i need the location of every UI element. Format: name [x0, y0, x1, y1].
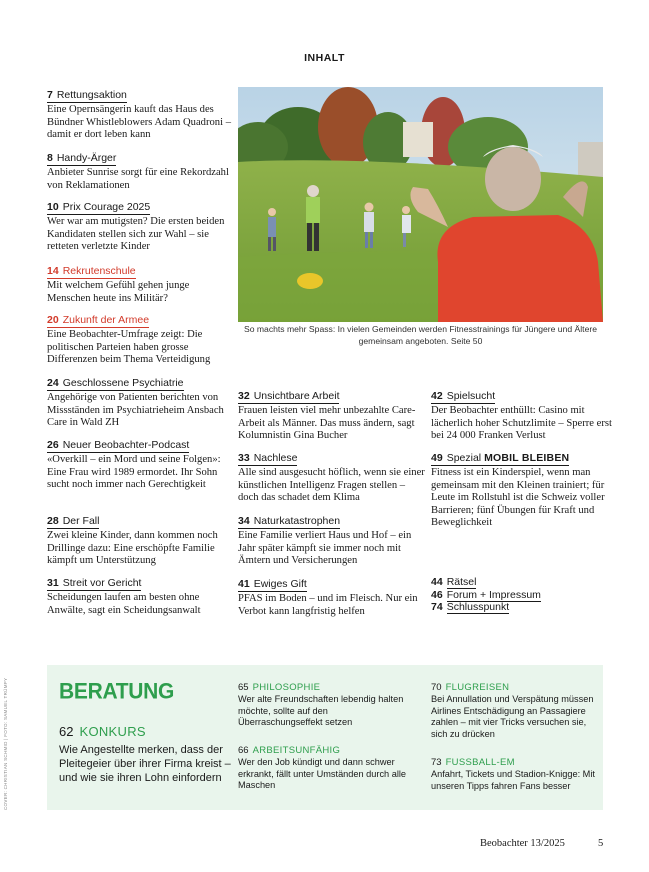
page-number: 24 — [47, 377, 59, 389]
beratung-item[interactable] — [238, 682, 408, 729]
page-number: 44 — [431, 576, 443, 588]
toc-entry[interactable] — [47, 197, 235, 254]
page-number: 70 — [431, 682, 442, 693]
entry-teaser: Eine Opernsängerin kauft das Haus des Bündner Whistleblowers Adam Quadroni – damit er dort leben kann — [47, 104, 231, 141]
toc-entry[interactable] — [47, 148, 235, 192]
page-number: 34 — [238, 515, 250, 527]
beratung-item-label: FLUGREISEN — [445, 682, 510, 693]
toc-entry[interactable] — [47, 373, 235, 430]
entry-title: Prix Courage 2025 — [62, 201, 151, 213]
page-number: 74 — [431, 601, 443, 614]
toc-entry-head — [431, 452, 569, 466]
toc-entry[interactable] — [238, 448, 426, 505]
entry-teaser: Angehörige von Patienten berichten von Missständen im Psychiatrieheim Ansbach Care in Wald ZH — [47, 392, 224, 429]
toc-entry-head — [431, 390, 495, 404]
page-number: 26 — [47, 439, 59, 451]
toc-entry[interactable] — [47, 573, 235, 617]
entry-teaser: Wer war am mutigsten? Die ersten beiden Kandidaten stellen sich zur Wahl – sie retteten verletzte Kinder — [47, 216, 225, 253]
entry-title: Ewiges Gift — [253, 578, 307, 590]
page-number: 32 — [238, 390, 250, 402]
toc-entry-head — [47, 439, 189, 453]
entry-title: Geschlossene Psychiatrie — [62, 377, 184, 389]
toc-entry[interactable] — [47, 261, 235, 305]
page-number: 8 — [47, 152, 53, 164]
page-number: 33 — [238, 452, 250, 464]
entry-teaser: «Overkill – ein Mord und seine Folgen»: Eine Frau wird 1989 ermordet. Ihr Sohn sucht noch immer nach Gerechtigkeit — [47, 454, 221, 491]
entry-teaser: Der Beobachter enthüllt: Casino mit lächerlich hoher Schutzlimite – Sperre erst bei 24 000 Franken Verlust — [431, 405, 612, 442]
beratung-item[interactable] — [238, 745, 408, 792]
entry-title: Neuer Beobachter-Podcast — [62, 439, 190, 451]
beratung-main-item[interactable] — [59, 723, 234, 785]
page-number: 42 — [431, 390, 443, 402]
beratung-item-teaser: Wer alte Freundschaften lebendig halten möchte, sollte auf den Überraschungseffekt setzen — [238, 694, 404, 727]
toc-entry[interactable] — [47, 310, 235, 367]
short-list-item[interactable] — [431, 601, 611, 614]
entry-title: Zukunft der Armee — [62, 314, 150, 326]
photo-credit: COVER: CHRISTIAN SCHMID | FOTO: SAMUEL TRÜMPY — [3, 677, 8, 810]
beratung-item-label: FUSSBALL-EM — [445, 757, 515, 768]
short-list-item[interactable] — [431, 589, 611, 602]
beratung-item-teaser: Anfahrt, Tickets und Stadion-Knigge: Mit unseren Tipps fahren Fans besser — [431, 769, 595, 791]
page-number-footer: 5 — [598, 838, 604, 849]
page-number: 66 — [238, 745, 249, 756]
entry-teaser: Scheidungen laufen am besten ohne Anwälte, sagt ein Scheidungsanwalt — [47, 592, 201, 616]
toc-entry-head — [47, 201, 150, 215]
page-title: INHALT — [304, 52, 345, 64]
entry-title: Naturkatastrophen — [253, 515, 341, 527]
toc-entry[interactable] — [47, 85, 235, 142]
toc-entry-head — [238, 515, 340, 529]
page-number: 14 — [47, 265, 59, 277]
page-number: 31 — [47, 577, 59, 589]
entry-title: Nachlese — [253, 452, 298, 464]
toc-entry[interactable] — [238, 574, 426, 618]
beratung-item[interactable] — [431, 682, 603, 740]
toc-entry[interactable] — [238, 511, 426, 568]
entry-teaser: Anbieter Sunrise sorgt für eine Rekordzahl von Reklamationen — [47, 167, 229, 191]
beratung-main-label: KONKURS — [79, 724, 146, 739]
beratung-item-teaser: Bei Annullation und Verspätung müssen Airlines Entschädigung an Passagiere zahlen – mit vier Tricks versuchen sie, sich zu drücken — [431, 694, 594, 739]
toc-entry-head — [238, 452, 297, 466]
toc-entry-head — [47, 265, 136, 279]
entry-teaser: Eine Familie verliert Haus und Hof – ein Jahr später kämpft sie immer noch mit Ämtern und Versicherungen — [238, 530, 412, 567]
short-list — [431, 576, 611, 614]
page-number: 46 — [431, 588, 443, 601]
page-number: 49 — [431, 452, 443, 464]
entry-teaser: Alle sind ausgesucht höflich, wenn sie einer künstlichen Intelligenz Fragen stellen – doch das schadet dem Klima — [238, 467, 425, 504]
page-number: 28 — [47, 515, 59, 527]
page-number: 73 — [431, 757, 442, 768]
entry-title: Handy-Ärger — [56, 152, 117, 164]
toc-entry-head — [238, 390, 339, 404]
toc-entry-head — [47, 152, 116, 166]
beratung-box — [47, 665, 603, 810]
entry-title: Rettungsaktion — [56, 89, 127, 101]
short-list-label: Schlusspunkt — [446, 601, 510, 614]
toc-entry-head — [47, 577, 141, 591]
beratung-item-label: PHILOSOPHIE — [252, 682, 321, 693]
beratung-item-teaser: Wer den Job kündigt und dann schwer erkrankt, fällt unter Umständen durch alle Maschen — [238, 757, 407, 790]
toc-entry-head — [47, 89, 127, 103]
short-list-item[interactable] — [431, 576, 611, 589]
page-number: 20 — [47, 314, 59, 326]
entry-teaser: Zwei kleine Kinder, dann kommen noch Drillinge dazu: Eine erschöpfte Familie kämpft um Unterstützung — [47, 530, 218, 567]
toc-entry-head — [47, 314, 149, 328]
entry-title-strong: MOBIL BLEIBEN — [484, 452, 570, 464]
toc-entry[interactable] — [238, 386, 426, 443]
short-list-label: Forum + Impressum — [446, 588, 541, 601]
page-number: 7 — [47, 89, 53, 101]
photo-caption: So machts mehr Spass: In vielen Gemeinden werden Fitnesstrainings für Jüngere und Ältere gemeinsam angeboten. Seite 50 — [243, 324, 597, 346]
entry-teaser: Frauen leisten viel mehr unbezahlte Care-Arbeit als Männer. Das muss ändern, sagt Kolumnistin Gina Bucher — [238, 405, 416, 442]
entry-teaser: Fitness ist ein Kinderspiel, wenn man gemeinsam mit den Kleinen trainiert; für Leute im Rollstuhl ist die Schweiz voller Barrieren; fünf Übungen für Kraft und Beweglichkeit — [431, 467, 605, 529]
entry-title: Spielsucht — [446, 390, 496, 402]
toc-entry[interactable] — [47, 511, 235, 568]
entry-title: Der Fall — [62, 515, 100, 527]
page-number: 10 — [47, 201, 59, 213]
page-number: 65 — [238, 682, 249, 693]
entry-teaser: Eine Beobachter-Umfrage zeigt: Die politischen Parteien haben grosse Differenzen beim Thema Verteidigung — [47, 329, 211, 366]
toc-entry[interactable] — [47, 435, 235, 492]
publication-issue: Beobachter 13/2025 — [480, 838, 565, 849]
entry-title: Unsichtbare Arbeit — [253, 390, 340, 402]
entry-title-prefix: Spezial — [446, 452, 482, 464]
beratung-item-label: ARBEITSUNFÄHIG — [252, 745, 341, 756]
fitness-park-illustration — [238, 87, 603, 322]
short-list-label: Rätsel — [446, 576, 477, 588]
entry-title: Streit vor Gericht — [62, 577, 142, 589]
toc-entry-special[interactable] — [431, 448, 611, 530]
toc-entry-head — [47, 515, 99, 529]
toc-entry[interactable] — [431, 386, 619, 443]
page-number: 41 — [238, 578, 250, 590]
page-number: 62 — [59, 724, 74, 739]
beratung-main-teaser: Wie Angestellte merken, dass der Pleitegeier über ihrer Firma kreist – und wie sie ihren Lohn einfordern — [59, 744, 231, 784]
beratung-title: BERATUNG — [59, 679, 175, 704]
toc-entry-head — [47, 377, 184, 391]
toc-entry-head — [238, 578, 307, 592]
beratung-item[interactable] — [431, 757, 603, 792]
entry-teaser: Mit welchem Gefühl gehen junge Menschen heute ins Militär? — [47, 280, 190, 304]
entry-teaser: PFAS im Boden – und im Fleisch. Nur ein Verbot kann langfristig helfen — [238, 593, 418, 617]
cover-photo — [238, 87, 603, 322]
entry-title: Rekrutenschule — [62, 265, 136, 277]
